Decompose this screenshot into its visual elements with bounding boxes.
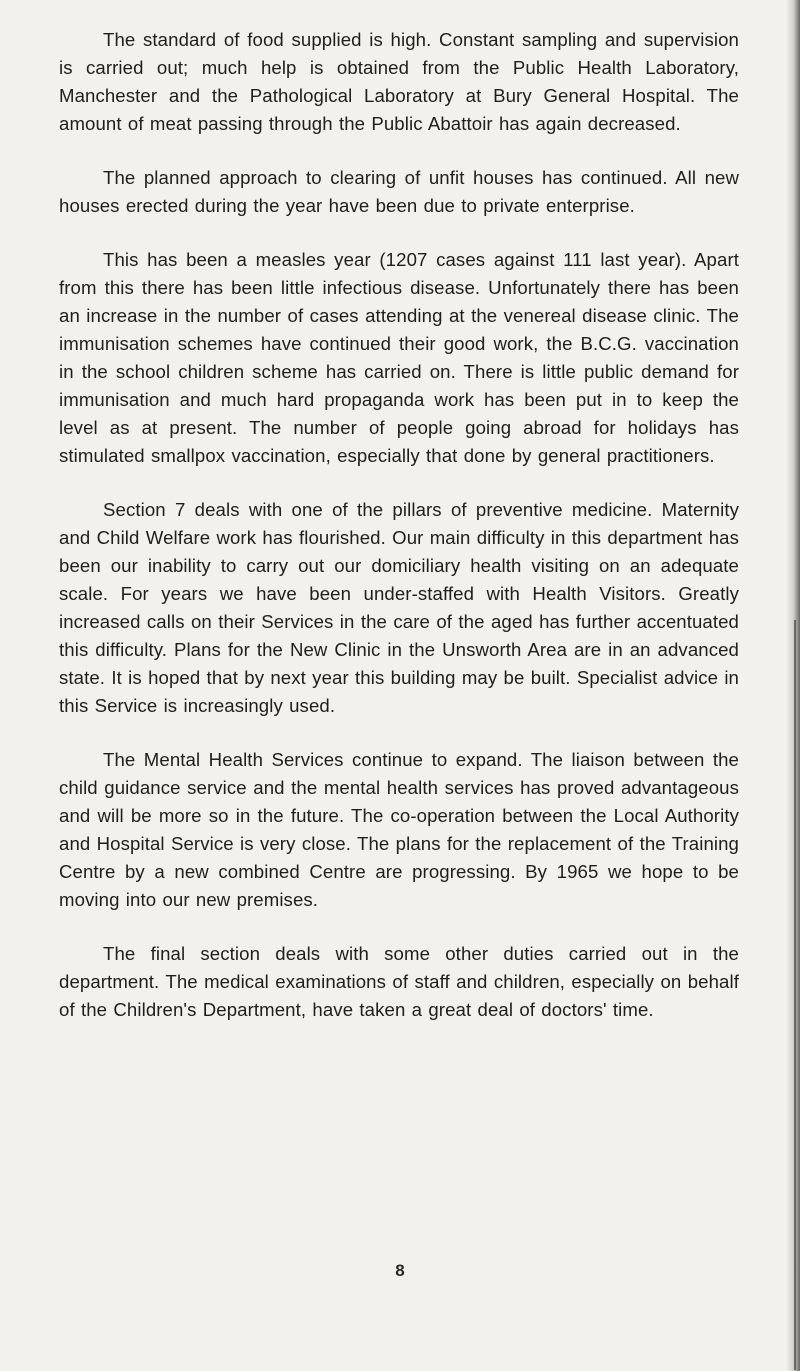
scan-edge-line xyxy=(794,620,796,1370)
paragraph-mental-health: The Mental Health Services continue to expand. The liaison between the child guidance service and the mental health services has proved advantageous and will be more so in the future. The co-operation between the Local Authority and Hospital Service is very close. The plans for the replacement of the Training Centre by a new combined Centre are progressing. By 1965 we hope to be moving into our new premises. xyxy=(59,749,739,910)
paragraph-housing: The planned approach to clearing of unfit houses has continued. All new houses erected during the year have been due to private enterprise. xyxy=(59,167,739,216)
paragraph-food-supply: The standard of food supplied is high. Constant sampling and supervision is carried out; much help is obtained from the Public Health Laboratory, Manchester and the Pathological Laboratory at Bury General Hospital. The amount of meat passing through the Public Abattoir has again decreased. xyxy=(59,29,739,134)
report-body xyxy=(59,26,739,1024)
paragraph-maternity-child-welfare: Section 7 deals with one of the pillars of preventive medicine. Maternity and Child Welfare work has flourished. Our main difficulty in this department has been our inability to carry out our domiciliary health visiting on an adequate scale. For years we have been under-staffed with Health Visitors. Greatly increased calls on their Services in the care of the aged has further accentuated this difficulty. Plans for the New Clinic in the Unsworth Area are in an advanced state. It is hoped that by next year this building may be built. Specialist advice in this Service is increasingly used. xyxy=(59,499,739,716)
page-number: 8 xyxy=(395,1261,405,1280)
scan-edge-shadow xyxy=(786,0,800,1371)
paragraph-infectious-disease: This has been a measles year (1207 cases against 111 last year). Apart from this there has been little infectious disease. Unfortunately there has been an increase in the number of cases attending at the venereal disease clinic. The immunisation schemes have continued their good work, the B.C.G. vaccination in the school children scheme has carried on. There is little public demand for immunisation and much hard propaganda work has been put in to keep the level as at present. The number of people going abroad for holidays has stimulated smallpox vaccination, especially that done by general practitioners. xyxy=(59,249,739,466)
paragraph-other-duties: The final section deals with some other duties carried out in the department. The medical examinations of staff and children, especially on behalf of the Children's Department, have taken a great deal of doctors' time. xyxy=(59,943,739,1020)
